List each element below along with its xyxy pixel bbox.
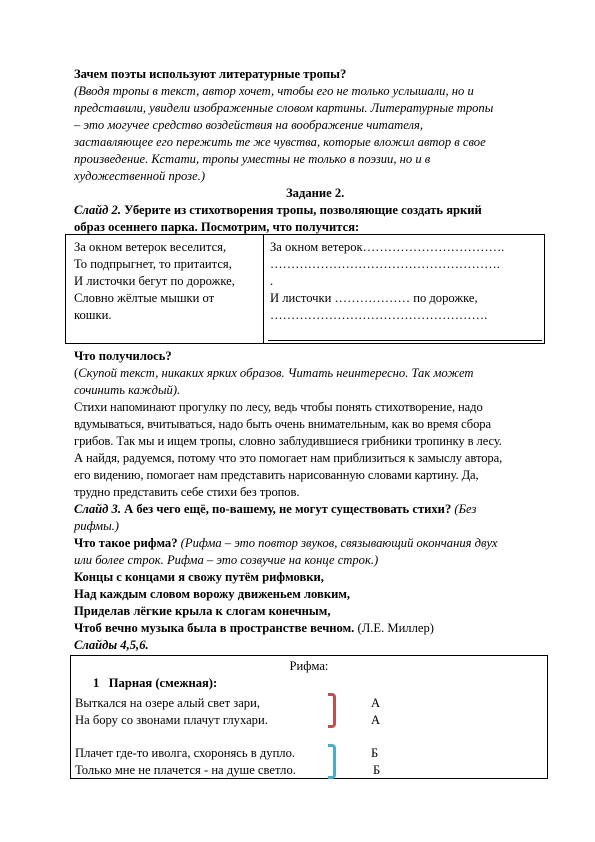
paragraph-line: Стихи напоминают прогулку по лесу, ведь чтобы понять стихотворение, надо (74, 400, 483, 414)
slides-label: Слайды 4,5,6. (74, 638, 149, 652)
miller-poem-line: Над каждым словом ворожу движеньем ловким, (74, 587, 351, 601)
rhyme-example-line: Выткался на озере алый свет зари, (75, 696, 260, 710)
intro-question: Зачем поэты используют литературные тропы? (74, 67, 347, 81)
result-answer-line: сочинить каждый). (74, 383, 181, 397)
slide3-answer-end: рифмы.) (74, 519, 119, 533)
rhyme-example-line: На бору со звонами плачут глухари. (75, 713, 268, 727)
slide3-question-text: А без чего ещё, по-вашему, не могут существовать стихи? (121, 502, 452, 516)
miller-poem-last-line (74, 620, 544, 637)
poem-line: То подпрыгнет, то притаится, (74, 257, 232, 271)
rhyme-scheme-letter: А (371, 713, 381, 727)
rhyme-def-line2: или более строк. Рифма – это созвучие на конце строк.) (74, 553, 379, 567)
slide3-answer-start: (Без (451, 502, 477, 516)
rhyme-item-number: 1 (93, 676, 100, 690)
rhyme-example-line: Только мне не плачется - на душе светло. (75, 763, 296, 777)
result-answer-text: Скупой текст, никаких ярких образов. Читать неинтересно. Так может (78, 366, 474, 380)
poem-comparison-table (65, 234, 545, 344)
task2-text: Уберите из стихотворения тропы, позволяющие создать яркий (121, 203, 482, 217)
miller-poem-line: Чтоб вечно музыка была в пространстве вечном. (74, 621, 355, 635)
intro-answer-line: представили, увидели изображенные словом картины. Литературные тропы (74, 101, 494, 115)
stripped-poem-cell (264, 235, 544, 343)
task2-instruction-line2: образ осеннего парка. Посмотрим, что получится: (74, 220, 360, 234)
intro-answer-line: художественной прозе.) (74, 169, 206, 183)
slide3-question (74, 501, 544, 518)
intro-answer-line: (Вводя тропы в текст, автор хочет, чтобы его не только услышали, но и (74, 84, 474, 98)
paragraph-line: А найдя, радуемся, потому что это помогает нам приблизиться к замыслу автора, (74, 451, 503, 465)
intro-answer-line: произведение. Кстати, тропы уместны не только в поэзии, но и в (74, 152, 431, 166)
task2-instruction (74, 202, 544, 219)
rhyme-item-heading (93, 675, 217, 692)
rhyme-bracket-b (328, 744, 336, 779)
rhyme-box-heading: Рифма: (289, 659, 329, 673)
intro-answer-line: – это могучее средство воздействия на воображение читателя, (74, 118, 424, 132)
poem-line: И листочки ……………… по дорожке, (270, 291, 478, 305)
result-answer-line: (Скупой текст, никаких ярких образов. Читать неинтересно. Так может (74, 366, 474, 380)
miller-poem-line: Приделав лёгкие крыла к слогам конечным, (74, 604, 331, 618)
paragraph-line: трудно представить себе стихи без тропов. (74, 485, 300, 499)
poem-line: . (270, 274, 274, 288)
paragraph-line: вдумываться, вчитываться, надо быть очень внимательным, как во время сбора (74, 417, 491, 431)
poem-line: Словно жёлтые мышки от (74, 291, 215, 305)
poem-line: ………………………………………………. (270, 257, 500, 271)
rhyme-question: Что такое рифма? (74, 536, 178, 550)
paragraph-line: его видению, помогает нам представить нарисованную словами картину. Да, (74, 468, 479, 482)
rhyme-bracket-a (328, 693, 336, 728)
stripped-poem-inner-frame (268, 235, 542, 341)
rhyme-definition (74, 535, 544, 552)
poem-line: ……………………………………………. (270, 308, 488, 322)
task2-title: Задание 2. (286, 186, 345, 200)
rhyme-item-label: Парная (смежная): (108, 676, 218, 690)
poem-line: За окном ветерок веселится, (74, 240, 227, 254)
miller-poem-line: Концы с концами я свожу путём рифмовки, (74, 570, 324, 584)
intro-answer-line: заставляющее его пережить те же чувства, которые вложил автор в свое (74, 135, 486, 149)
rhyme-example-line: Плачет где-то иволга, схоронясь в дупло. (75, 746, 296, 760)
slide-label: Слайд 3. (74, 502, 122, 516)
poem-line: За окном ветерок……………………………. (270, 240, 505, 254)
poem-author: (Л.Е. Миллер) (357, 621, 434, 635)
rhyme-scheme-letter: Б (371, 746, 379, 760)
rhyme-scheme-letter: А (371, 696, 381, 710)
original-poem-cell (66, 235, 264, 343)
result-question: Что получилось? (74, 349, 172, 363)
rhyme-def-text: (Рифма – это повтор звуков, связывающий окончания двух (177, 536, 498, 550)
rhyme-example-box (70, 655, 548, 779)
poem-line: кошки. (74, 308, 112, 322)
paragraph-line: грибов. Так мы и ищем тропы, словно заблудившиеся грибники тропинку в лесу. (74, 434, 502, 448)
poem-line: И листочки бегут по дорожке, (74, 274, 235, 288)
slide-label: Слайд 2. (74, 203, 122, 217)
rhyme-scheme-letter: Б (373, 763, 381, 777)
